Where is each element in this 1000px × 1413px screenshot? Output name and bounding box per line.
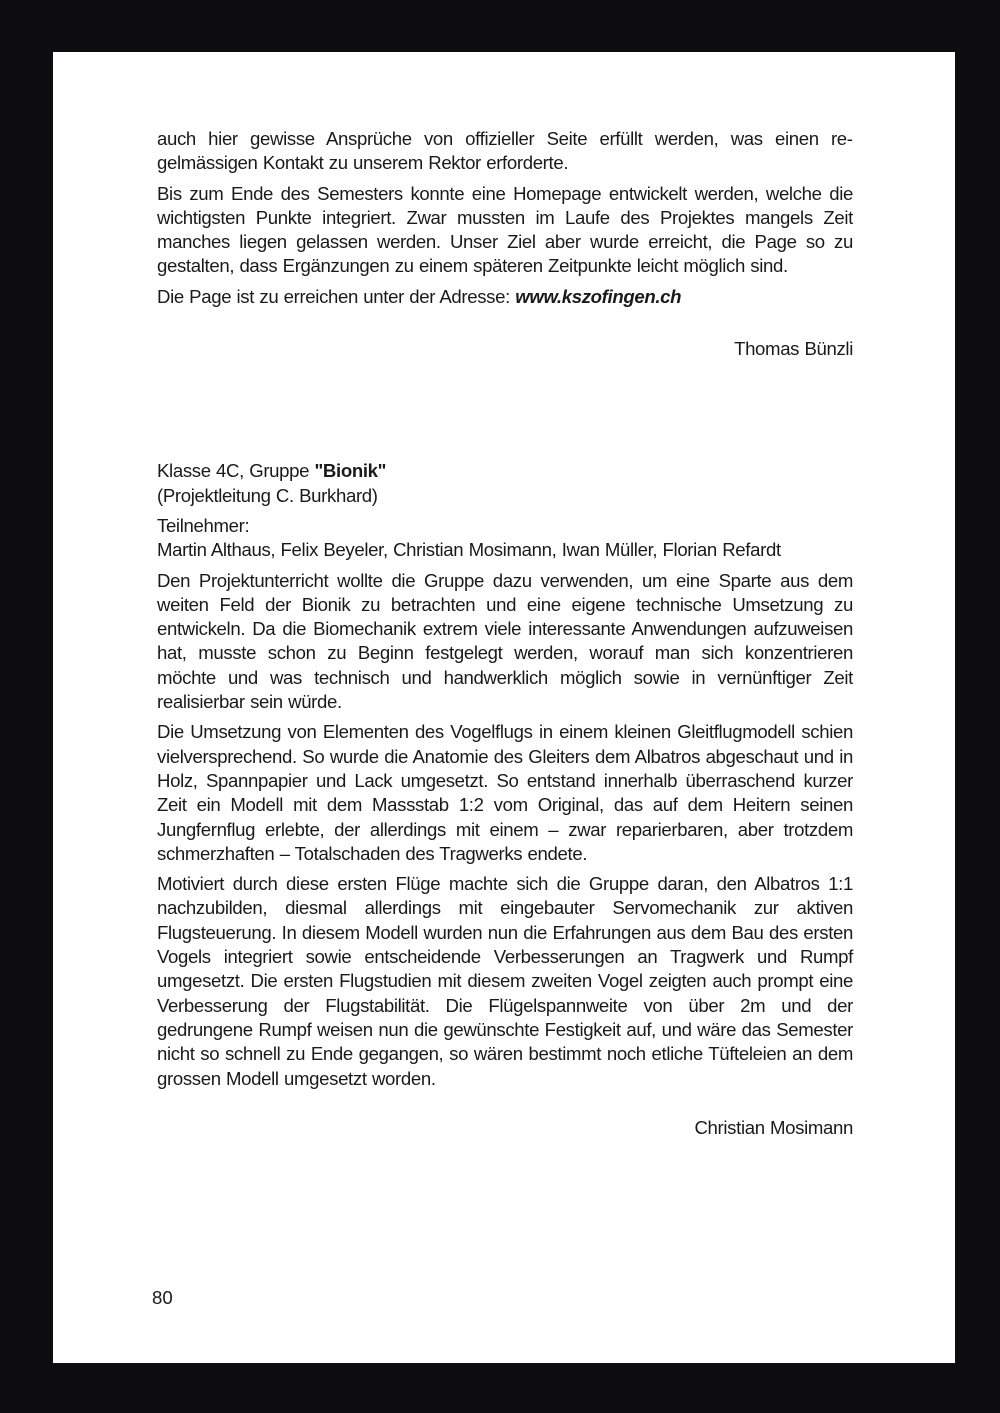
author-signature: Christian Mosimann <box>694 1116 853 1138</box>
address-paragraph <box>157 285 853 309</box>
body-paragraph: Bis zum Ende des Semesters konnte eine Homepage entwickelt werden, welche die wichtigsten Punkte integriert. Zwar mussten im Laufe des Projektes mangels Zeit manches liegen gelassen werden. Unser Ziel aber wurde erreicht, die Page so zu gestalten, dass Ergänzungen zu einem späteren Zeitpunkte leicht möglich sind. <box>157 182 853 277</box>
homepage-project-section <box>157 127 853 361</box>
body-paragraph: Die Umsetzung von Elementen des Vogelflugs in einem kleinen Gleitflugmodell schien vielversprechend. So wurde die Anatomie des Gleiters dem Albatros abgeschaut und in Holz, Spannpapier und Lack umgesetzt. So entstand innerhalb überraschend kurzer Zeit ein Modell mit dem Massstab 1:2 vom Original, das auf dem Heitern seinen Jungfernflug erlebte, der allerdings mit einem – zwar reparierbaren, aber trotzdem schmerzhaften – Totalschaden des Tragwerks endete. <box>157 721 853 864</box>
address-sentence: Die Page ist zu erreichen unter der Adresse: <box>157 285 516 307</box>
bionik-group-section <box>157 459 853 1140</box>
author-signature: Thomas Bünzli <box>734 338 853 360</box>
body-paragraph: Den Projektunterricht wollte die Gruppe dazu verwenden, um eine Sparte aus dem weiten Feld der Bionik zu betrachten und eine eigene technische Umsetzung zu entwickeln. Da die Biomechanik extrem viele interessante Anwendungen aufzuweisen hat, musste schon zu Beginn festgelegt werden, worauf man sich konzentrieren möchte und was technisch und handwerklich möglich sowie in vernünftiger Zeit realisierbar sein würde. <box>157 569 853 713</box>
page-number: 80 <box>152 1287 173 1308</box>
group-name: "Bionik" <box>314 460 387 482</box>
class-group-heading <box>157 459 853 483</box>
class-label: Klasse 4C, Gruppe <box>157 460 315 482</box>
page-content <box>157 127 853 1140</box>
project-lead: (Projektleitung C. Burkhard) <box>157 484 378 506</box>
document-page <box>53 52 955 1363</box>
body-paragraph: auch hier gewisse Ansprüche von offizieller Seite erfüllt werden, was einen regelmässigen Kontakt zu unserem Rektor erforderte. <box>157 128 853 174</box>
body-paragraph: Motiviert durch diese ersten Flüge machte sich die Gruppe daran, den Albatros 1:1 nachzubilden, diesmal allerdings mit eingebauter Servomechanik zur aktiven Flugsteuerung. In diesem Modell wurden nun die Erfahrungen aus dem Bau des ersten Vogels integriert sowie entscheidende Verbesserungen an Tragwerk und Rumpf umgesetzt. Die ersten Flugstudien mit diesem zweiten Vogel zeigten auch prompt eine Verbesserung der Flugstabilität. Die Flügelspannweite von über 2m und der gedrungene Rumpf weisen nun die gewünschte Festigkeit auf, und wäre das Semester nicht so schnell zu Ende gegangen, so wären bestimmt noch etliche Tüfteleien an dem grossen Modell umgesetzt worden. <box>157 873 853 1089</box>
participants-label: Teilnehmer: <box>157 514 250 536</box>
participants-list: Martin Althaus, Felix Beyeler, Christian Mosimann, Iwan Müller, Florian Refardt <box>157 539 781 561</box>
website-url: www.kszofingen.ch <box>515 285 682 307</box>
